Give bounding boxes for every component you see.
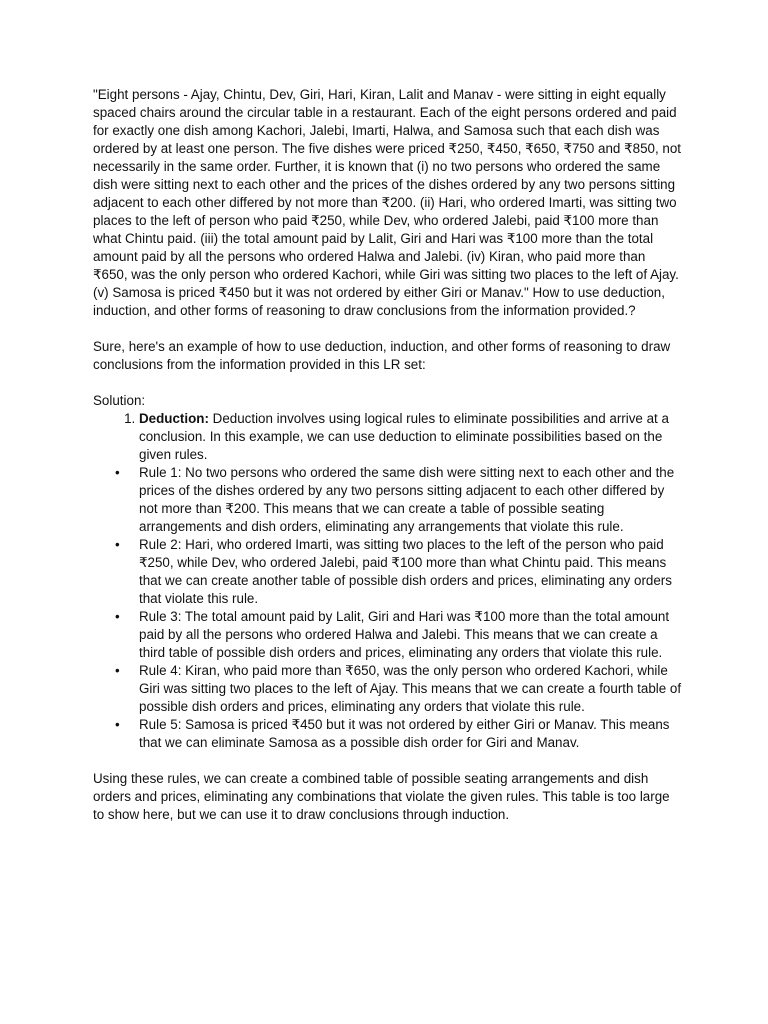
question-paragraph: "Eight persons - Ajay, Chintu, Dev, Giri, Hari, Kiran, Lalit and Manav - were sitting in eight equally spaced chairs around the circular table in a restaurant. Each of the eight persons ordered and paid for exactly one dish among Kachori, Jalebi, Imarti, Halwa, and Samosa such that each dish was ordered by at least one person. The five dishes were priced ₹250, ₹450, ₹650, ₹750 and ₹850, not necessarily in the same order. Further, it is known that (i) no two persons who ordered the same dish were sitting next to each other and the prices of the dishes ordered by any two persons sitting adjacent to each other differed by not more than ₹200. (ii) Hari, who ordered Imarti, was sitting two places to the left of person who paid ₹250, while Dev, who ordered Jalebi, paid ₹100 more than what Chintu paid. (iii) the total amount paid by Lalit, Giri and Hari was ₹100 more than the total amount paid by all the persons who ordered Halwa and Jalebi. (iv) Kiran, who paid more than ₹650, was the only person who ordered Kachori, while Giri was sitting two places to the left of Ajay. (v) Samosa is priced ₹450 but it was not ordered by either Giri or Manav." How to use deduction, induction, and other forms of reasoning to draw conclusions from the information provided.?: [93, 87, 682, 318]
document-page: [93, 86, 683, 824]
intro-paragraph: Sure, here's an example of how to use deduction, induction, and other forms of reasoning to draw conclusions from the information provided in this LR set:: [93, 339, 671, 372]
solution-label: Solution:: [93, 393, 146, 408]
closing-paragraph: Using these rules, we can create a combined table of possible seating arrangements and dish orders and prices, eliminating any combinations that violate the given rules. This table is too large to show here, but we can use it to draw conclusions through induction.: [93, 771, 670, 822]
rules-list: [93, 464, 683, 752]
rule-item-2: • Rule 2: Hari, who ordered Imarti, was sitting two places to the left of the person who paid ₹250, while Dev, who ordered Jalebi, paid ₹100 more than what Chintu paid. This means that we can create another table of possible dish orders and prices, eliminating any orders that violate this rule.: [139, 536, 683, 608]
rule-item-3: • Rule 3: The total amount paid by Lalit, Giri and Hari was ₹100 more than the total amount paid by all the persons who ordered Halwa and Jalebi. This means that we can create a third table of possible dish orders and prices, eliminating any orders that violate this rule.: [139, 608, 683, 662]
solution-steps-list: [93, 410, 683, 464]
step-text: Deduction involves using logical rules to eliminate possibilities and arrive at a conclusion. In this example, we can use deduction to eliminate possibilities based on the given rules.: [139, 411, 669, 462]
step-title: Deduction:: [139, 411, 209, 426]
rule-item-1: • Rule 1: No two persons who ordered the same dish were sitting next to each other and the prices of the dishes ordered by any two persons sitting adjacent to each other differed by not more than ₹200. This means that we can create a table of possible seating arrangements and dish orders, eliminating any arrangements that violate this rule.: [139, 464, 683, 536]
step-item-deduction: [139, 410, 683, 464]
rule-item-5: • Rule 5: Samosa is priced ₹450 but it was not ordered by either Giri or Manav. This means that we can eliminate Samosa as a possible dish order for Giri and Manav.: [139, 716, 683, 752]
rule-item-4: • Rule 4: Kiran, who paid more than ₹650, was the only person who ordered Kachori, while Giri was sitting two places to the left of Ajay. This means that we can create a fourth table of possible dish orders and prices, eliminating any orders that violate this rule.: [139, 662, 683, 716]
